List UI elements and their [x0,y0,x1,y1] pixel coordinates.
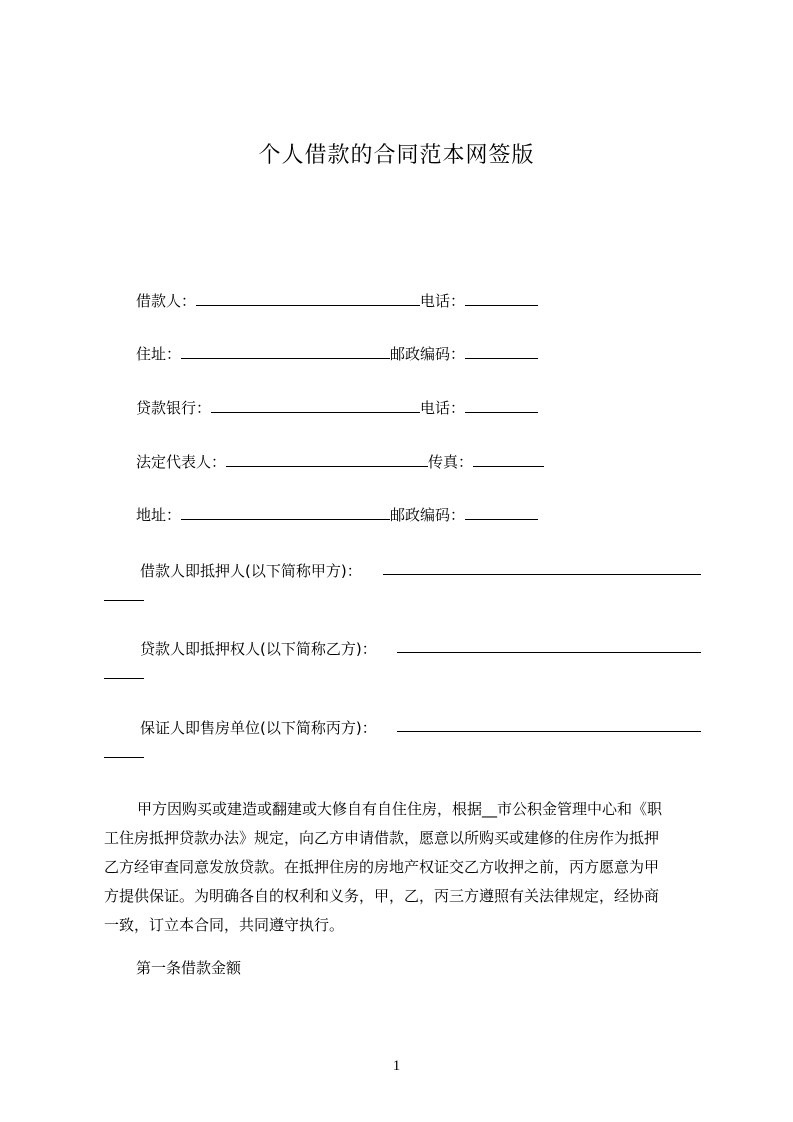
party-c-blank [397,717,701,732]
bank-address-field [136,505,538,525]
party-c-blank-continued [104,743,144,758]
field-label: 传真： [428,453,474,471]
field-label: 邮政编码： [390,506,466,524]
field-label: 邮政编码： [390,345,466,363]
borrower-blank [196,291,420,306]
party-label: 保证人即售房单位(以下简称丙方)： [140,719,377,737]
party-b-line [140,639,377,659]
page-number: 1 [392,1058,401,1074]
field-label: 电话： [420,399,466,417]
field-label: 贷款银行： [136,399,212,417]
field-label: 住址： [136,345,182,363]
phone-blank [465,398,538,413]
party-a-line [140,561,362,581]
party-a-blank [383,560,701,575]
postcode-blank [465,344,538,359]
document-title: 个人借款的合同范本网签版 [258,143,535,168]
party-b-blank [397,638,701,653]
paragraph-line: 甲方因购买或建造或翻建或大修自有自住住房，根据__市公积金管理中心和《职 [137,800,663,818]
address-blank [181,344,390,359]
legal-rep-blank [226,452,428,467]
party-b-blank-continued [104,664,144,679]
borrower-field [136,291,538,311]
party-label: 借款人即抵押人(以下简称甲方)： [140,562,362,580]
paragraph-line: 方提供保证。为明确各自的权利和义务，甲，乙，丙三方遵照有关法律规定，经协商 [104,887,660,905]
field-label: 借款人： [136,292,197,310]
party-a-blank-continued [104,586,144,601]
lender-bank-field [136,398,538,418]
preamble-paragraph [104,795,704,940]
legal-rep-field [136,452,544,472]
section-heading: 第一条借款金额 [136,959,242,977]
postcode-blank [465,505,538,520]
fax-blank [473,452,544,467]
field-label: 地址： [136,506,182,524]
paragraph-line: 工住房抵押贷款办法》规定，向乙方申请借款，愿意以所购买或建修的住房作为抵押 [104,829,660,847]
party-c-line [140,718,377,738]
field-label: 法定代表人： [136,453,227,471]
paragraph-line: 一致，订立本合同，共同遵守执行。 [104,916,345,934]
address-field [136,344,538,364]
phone-blank [465,291,538,306]
party-label: 贷款人即抵押权人(以下简称乙方)： [140,640,377,658]
bank-address-blank [181,505,390,520]
bank-blank [211,398,420,413]
paragraph-line: 乙方经审查同意发放贷款。在抵押住房的房地产权证交乙方收押之前，丙方愿意为甲 [104,858,660,876]
field-label: 电话： [420,292,466,310]
